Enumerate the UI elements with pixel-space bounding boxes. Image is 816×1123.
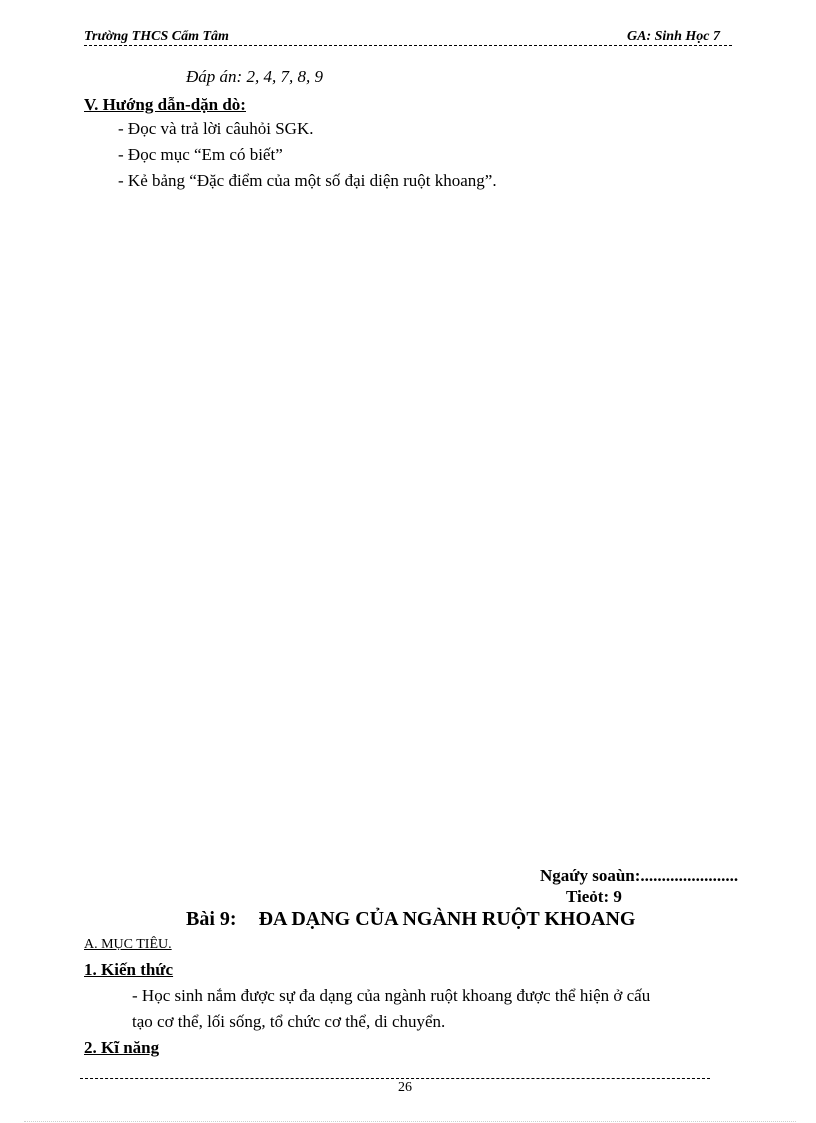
instruction-item: - Đọc và trả lời câuhỏi SGK. <box>118 119 314 138</box>
knowledge-heading: 1. Kiến thức <box>84 960 174 979</box>
period-number: Tieỏt: 9 <box>566 887 622 906</box>
header-school: Trường THCS Cẩm Tâm <box>84 29 229 44</box>
preparation-date: Ngaứy soaùn:....................... <box>540 866 739 885</box>
instruction-item: - Đọc mục “Em có biết” <box>118 145 283 164</box>
header-divider <box>84 45 732 46</box>
knowledge-text-line: - Học sinh nắm được sự đa dạng của ngành ruột khoang được thể hiện ở cấu <box>132 986 651 1005</box>
page-number: 26 <box>398 1080 412 1095</box>
objectives-heading: A. MỤC TIÊU. <box>84 937 172 952</box>
page-edge <box>24 1121 796 1122</box>
instruction-item: - Kẻ bảng “Đặc điểm của một số đại diện ruột khoang”. <box>118 171 497 190</box>
lesson-number: Bài 9: <box>186 908 237 930</box>
answer-line: Đáp án: 2, 4, 7, 8, 9 <box>186 67 323 86</box>
skills-heading: 2. Kĩ năng <box>84 1038 160 1057</box>
footer-divider <box>80 1078 710 1079</box>
header-subject: GA: Sinh Học 7 <box>627 29 720 44</box>
section-5-heading: V. Hướng dẫn-dặn dò: <box>84 95 246 114</box>
lesson-title-text: ĐA DẠNG CỦA NGÀNH RUỘT KHOANG <box>258 908 636 930</box>
lesson-title <box>186 908 635 931</box>
knowledge-text-line: tạo cơ thể, lối sống, tổ chức cơ thể, di chuyển. <box>132 1012 446 1031</box>
